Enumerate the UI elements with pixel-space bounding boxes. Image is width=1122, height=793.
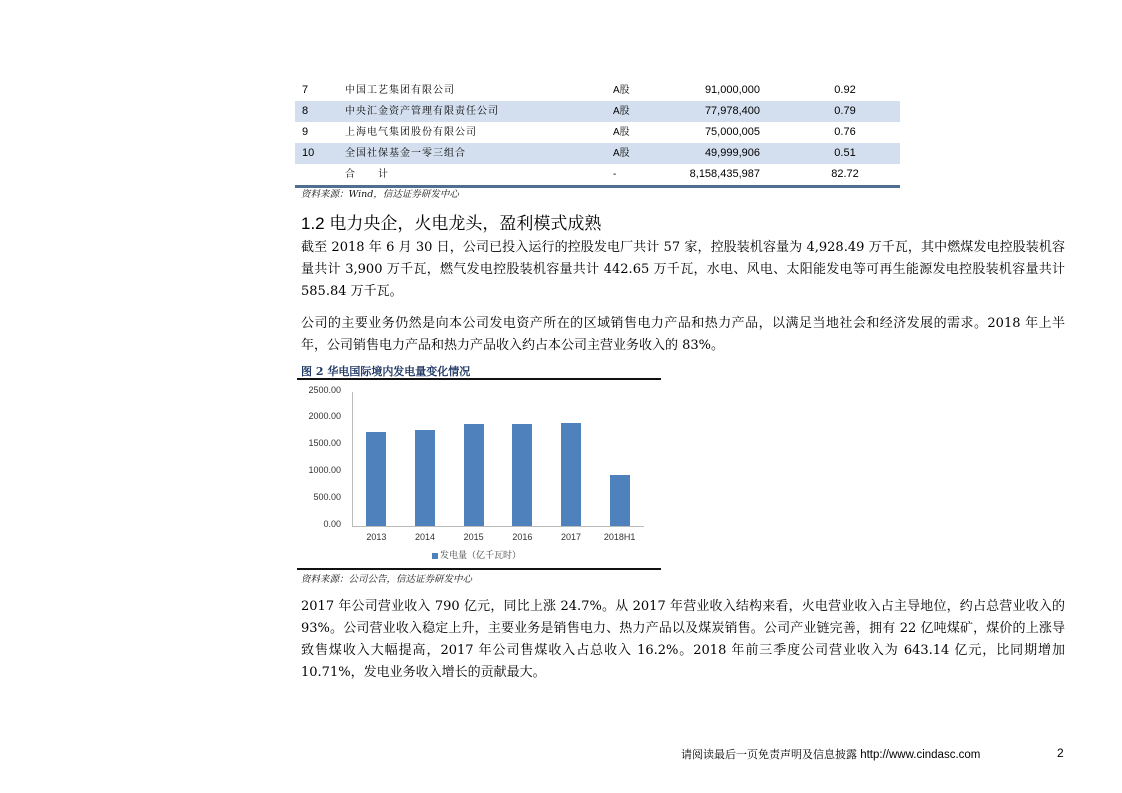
table-row — [295, 143, 900, 164]
paragraph-1: 截至 2018 年 6 月 30 日，公司已投入运行的控股发电厂共计 57 家，控股装机容量为 4,928.49 万千瓦，其中燃煤发电控股装机容量共计 3,900 万千瓦，燃气发电控股装机容量共计 442.65 万千瓦，水电、风电、太阳能发电等可再生能源发电控股装机容量共计 585.84 万千瓦。 — [301, 240, 1065, 299]
paragraph-2: 公司的主要业务仍然是向本公司发电资产所在的区域销售电力产品和热力产品，以满足当地社会和经济发展的需求。2018 年上半年，公司销售电力产品和热力产品收入约占本公司主营业务收入的 83%。 — [301, 316, 1065, 353]
total-shares: 8,158,435,987 — [689, 168, 760, 180]
table-row — [295, 101, 900, 122]
table-row — [295, 80, 900, 101]
share-count: 91,000,000 — [704, 84, 760, 96]
x-tick-label: 2013 — [366, 532, 387, 542]
figure-source: 资料来源：公司公告，信达证券研发中心 — [301, 574, 473, 585]
share-type: - — [613, 169, 617, 180]
figure-title: 图 2 华电国际境内发电量变化情况 — [301, 365, 471, 378]
bar-2014 — [415, 430, 435, 526]
share-percent: 0.92 — [834, 84, 856, 96]
share-percent: 0.76 — [834, 126, 856, 138]
share-percent: 0.51 — [834, 147, 856, 159]
disclaimer-text: 请阅读最后一页免责声明及信息披露 — [681, 748, 857, 761]
x-axis — [352, 526, 644, 527]
row-number: 8 — [302, 105, 309, 117]
shareholder-name: 中国工艺集团有限公司 — [345, 85, 455, 96]
share-count: 75,000,005 — [704, 126, 760, 138]
share-type: A股 — [613, 127, 630, 138]
row-number: 9 — [302, 126, 309, 138]
total-label: 合 计 — [345, 169, 389, 180]
website-link[interactable]: http://www.cindasc.com — [860, 749, 981, 761]
page-footer — [681, 746, 980, 762]
x-tick-label: 2015 — [463, 532, 484, 542]
share-type: A股 — [613, 148, 630, 159]
section-heading: 1.2 电力央企，火电龙头，盈利模式成熟 — [301, 214, 602, 233]
y-tick: 1000.00 — [308, 465, 341, 475]
legend-swatch-icon — [432, 553, 438, 559]
row-number: 10 — [302, 147, 315, 159]
shareholder-name: 中央汇金资产管理有限责任公司 — [345, 106, 499, 117]
page-number: 2 — [1057, 746, 1064, 760]
y-tick: 0.00 — [323, 519, 341, 529]
paragraph-3: 2017 年公司营业收入 790 亿元，同比上涨 24.7%。从 2017 年营业收入结构来看，火电营业收入占主导地位，约占总营业收入的 93%。公司营业收入稳定上升，主要业务是销售电力、热力产品以及煤炭销售。公司产业链完善，拥有 22 亿吨煤矿，煤价的上涨导致售煤收入大幅提高，2017 年公司售煤收入占总收入 16.2%。2018 年前三季度公司营业收入为 643.14 亿元，比同期增加 10.71%，发电业务收入增长的贡献最大。 — [301, 599, 1065, 680]
share-count: 49,999,906 — [704, 147, 760, 159]
share-type: A股 — [613, 85, 630, 96]
bar-2013 — [366, 432, 386, 526]
bar-2016 — [512, 424, 532, 526]
shareholder-name: 上海电气集团股份有限公司 — [345, 127, 477, 138]
bar-2015 — [464, 424, 484, 526]
chart-legend — [432, 548, 521, 561]
x-tick-label: 2014 — [414, 532, 436, 542]
table-row — [295, 122, 900, 143]
bar-2018H1 — [610, 475, 630, 526]
x-tick-label: 2017 — [560, 532, 582, 542]
y-tick: 2500.00 — [308, 385, 341, 395]
share-percent: 0.79 — [834, 105, 856, 117]
total-percent: 82.72 — [831, 168, 859, 180]
y-tick: 2000.00 — [308, 411, 341, 421]
row-number: 7 — [302, 84, 309, 96]
x-tick-label: 2018H1 — [603, 532, 636, 542]
y-tick: 1500.00 — [308, 438, 341, 448]
shareholder-table — [295, 80, 900, 188]
table-total-row — [295, 164, 900, 185]
figure-top-rule — [297, 378, 661, 380]
y-tick: 500.00 — [313, 492, 341, 502]
y-axis — [352, 392, 353, 526]
bar-chart — [297, 382, 661, 566]
figure-bottom-rule — [297, 568, 661, 570]
legend-label: 发电量（亿千瓦时） — [440, 551, 522, 561]
shareholder-name: 全国社保基金一零三组合 — [345, 148, 466, 159]
bar-2017 — [561, 423, 581, 526]
share-type: A股 — [613, 106, 630, 117]
table-source: 资料来源：Wind，信达证券研发中心 — [301, 189, 459, 200]
x-tick-label: 2016 — [512, 532, 533, 542]
share-count: 77,978,400 — [704, 105, 760, 117]
